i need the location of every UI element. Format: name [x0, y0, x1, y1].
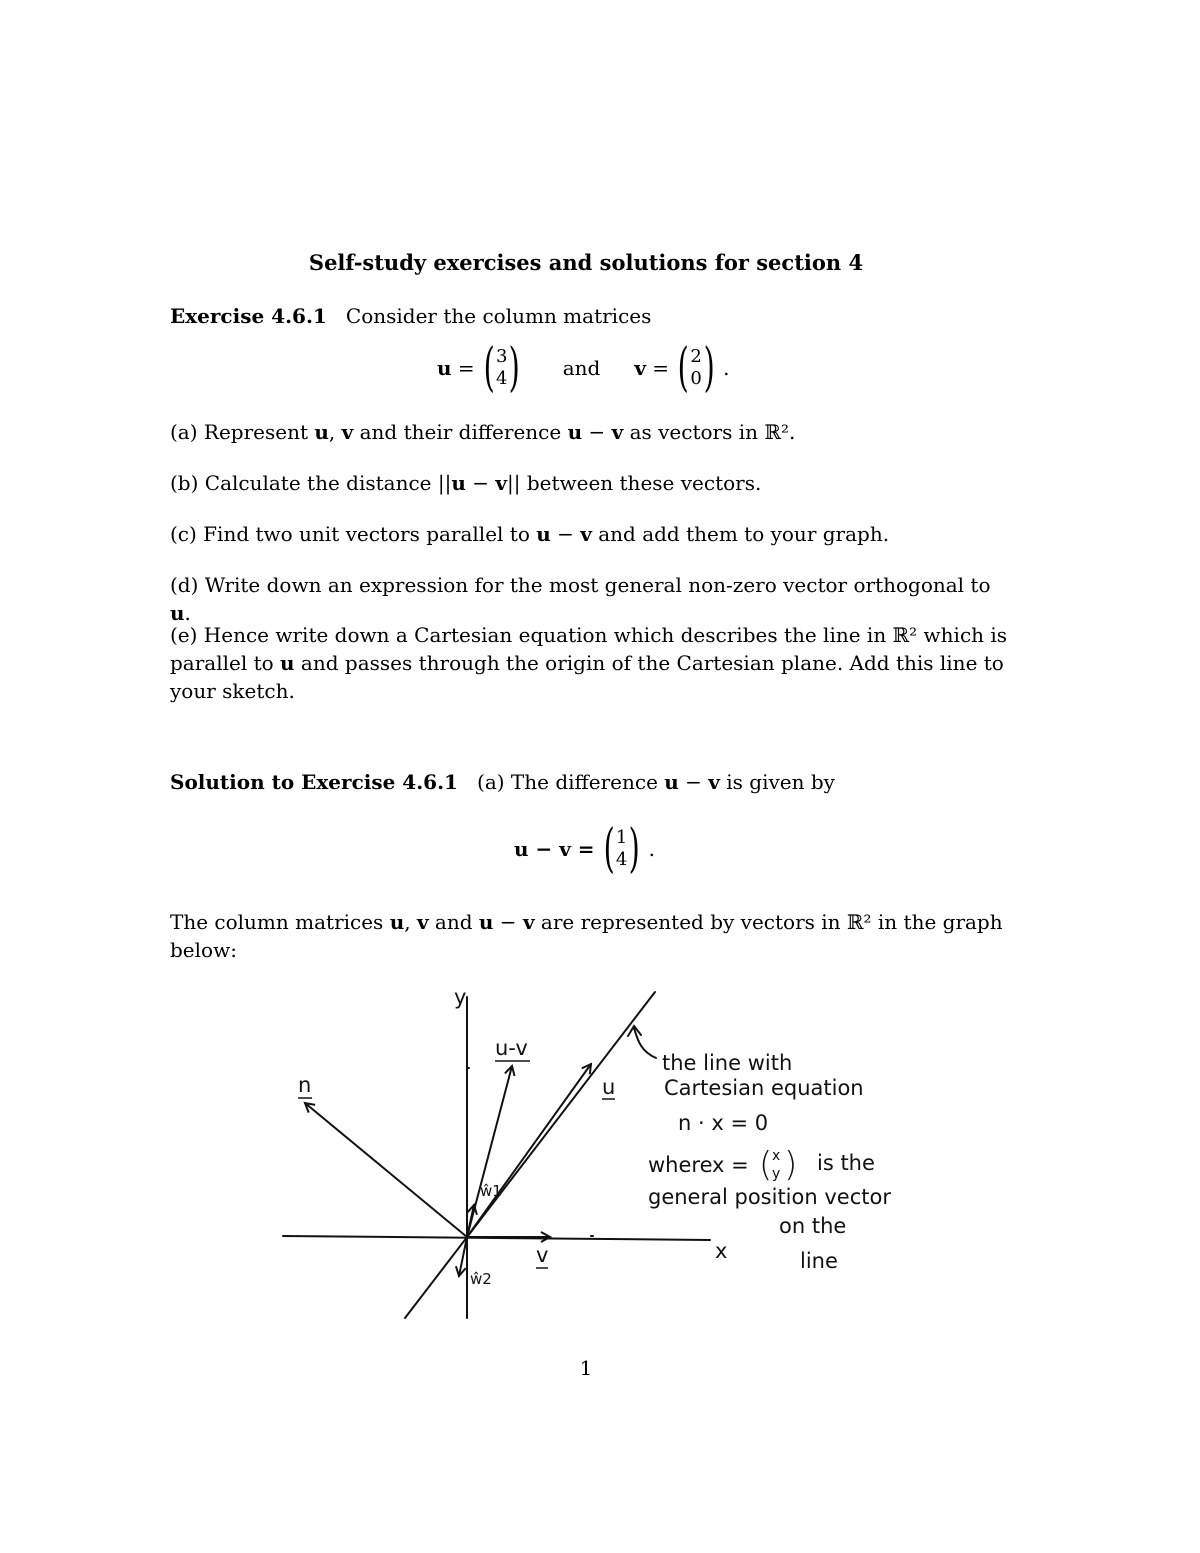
- exercise-intro: Consider the column matrices: [345, 304, 652, 328]
- where-entry-x: x: [772, 1148, 781, 1164]
- text-segment: ,: [404, 910, 417, 934]
- text-segment: ,: [328, 420, 342, 444]
- text-segment: v: [495, 471, 507, 495]
- and-word: and: [562, 356, 601, 380]
- part-d-label: (d): [170, 573, 199, 597]
- where-entry-y: y: [772, 1166, 781, 1182]
- note-line-2: Cartesian equation: [664, 1076, 864, 1100]
- general-line-2: on the: [779, 1214, 847, 1238]
- text-segment: || between these vectors.: [506, 471, 762, 495]
- text-segment: u: [170, 601, 185, 625]
- text-segment: u: [664, 770, 679, 794]
- vector-n-arrow: [305, 1103, 467, 1237]
- where-word: where: [648, 1153, 713, 1177]
- text-segment: u: [389, 910, 405, 934]
- difference-equation: u − v = ( 1 4 ) .: [514, 819, 655, 879]
- w2-label: ŵ2: [470, 1270, 492, 1288]
- text-segment: u: [567, 420, 583, 444]
- v-entry-2: 0: [690, 368, 702, 389]
- u-symbol: u: [437, 356, 452, 380]
- text-segment: and add them to your graph.: [591, 522, 890, 546]
- uv-matrices-equation: u = ( 3 4 ) and v = ( 2 0 ) .: [437, 338, 730, 398]
- difference-entry-1: 1: [615, 827, 628, 848]
- text-segment: v: [580, 522, 592, 546]
- text-segment: −: [582, 420, 612, 444]
- general-line-1: general position vector: [648, 1185, 891, 1209]
- v-symbol: v: [634, 356, 646, 380]
- text-segment: and passes through the origin of the Cartesian plane. Add this line to your sketch.: [170, 651, 1004, 703]
- text-segment: The column matrices: [170, 910, 390, 934]
- where-matrix-left-paren: (: [759, 1145, 773, 1185]
- text-segment: .: [789, 420, 796, 444]
- page-number: 1: [579, 1356, 593, 1380]
- v-entry-1: 2: [690, 346, 702, 367]
- line-parallel-to-u: [405, 992, 655, 1318]
- text-segment: u: [478, 910, 494, 934]
- u-vector-label: u: [602, 1075, 616, 1099]
- part-b-label: (b): [170, 471, 199, 495]
- text-segment: v: [522, 910, 535, 934]
- where-matrix-right-paren: ): [784, 1145, 798, 1185]
- vector-u-arrow: [467, 1064, 591, 1237]
- u-entry-1: 3: [495, 346, 508, 367]
- difference-entry-2: 4: [615, 849, 628, 870]
- exercise-label: Exercise 4.6.1: [170, 304, 327, 328]
- text-segment: v: [341, 420, 354, 444]
- text-segment: v: [416, 910, 429, 934]
- page-title: Self-study exercises and solutions for section 4: [308, 250, 864, 275]
- text-segment: −: [678, 770, 709, 794]
- u-matrix: ( 3 4 ): [483, 338, 521, 398]
- v-vector-label: v: [536, 1243, 549, 1267]
- annotation-pointer: [634, 1028, 656, 1058]
- where-x-equals: x =: [712, 1153, 749, 1177]
- v-matrix: ( 2 0 ): [677, 338, 715, 398]
- note-equation: n · x = 0: [678, 1111, 769, 1135]
- part-c-label: (c): [170, 522, 197, 546]
- where-tail: is the: [817, 1151, 875, 1175]
- text-segment: (a) The difference: [477, 770, 665, 794]
- text-segment: and: [428, 910, 479, 934]
- general-line-3: line: [800, 1249, 838, 1273]
- vector-u-minus-v-arrow: [467, 1066, 512, 1237]
- text-segment: as vectors in ℝ²: [623, 420, 789, 444]
- text-segment: v: [611, 420, 624, 444]
- text-segment: u: [536, 522, 551, 546]
- n-vector-label: n: [298, 1073, 312, 1097]
- text-segment: Find two unit vectors parallel to: [196, 522, 537, 546]
- text-segment: is given by: [719, 770, 835, 794]
- text-segment: Hence write down a Cartesian equation which describes the line in ℝ² which is parallel to: [170, 623, 1008, 675]
- text-segment: .: [184, 601, 191, 625]
- text-segment: −: [550, 522, 581, 546]
- text-segment: u: [280, 651, 295, 675]
- text-segment: Represent: [197, 420, 315, 444]
- y-axis-label: y: [454, 985, 467, 1009]
- text-segment: u: [314, 420, 329, 444]
- part-a-label: (a): [170, 420, 198, 444]
- text-segment: are represented by vectors in ℝ² in the graph below:: [170, 910, 1003, 962]
- solution-label: Solution to Exercise 4.6.1: [170, 770, 458, 794]
- text-segment: −: [465, 471, 496, 495]
- part-e-label: (e): [170, 623, 198, 647]
- note-line-1: the line with: [662, 1051, 793, 1075]
- difference-matrix: ( 1 4 ): [603, 819, 641, 879]
- text-segment: u: [451, 471, 466, 495]
- text-segment: v: [708, 770, 720, 794]
- u-entry-2: 4: [495, 368, 508, 389]
- difference-lhs: u − v =: [514, 837, 595, 861]
- text-segment: −: [493, 910, 523, 934]
- text-segment: Calculate the distance ||: [198, 471, 452, 495]
- x-axis-label: x: [715, 1239, 728, 1263]
- w1-label: ŵ1: [480, 1182, 502, 1200]
- text-segment: Write down an expression for the most general non-zero vector orthogonal to: [198, 573, 991, 597]
- text-segment: and their difference: [353, 420, 568, 444]
- u-minus-v-label: u-v: [495, 1036, 528, 1060]
